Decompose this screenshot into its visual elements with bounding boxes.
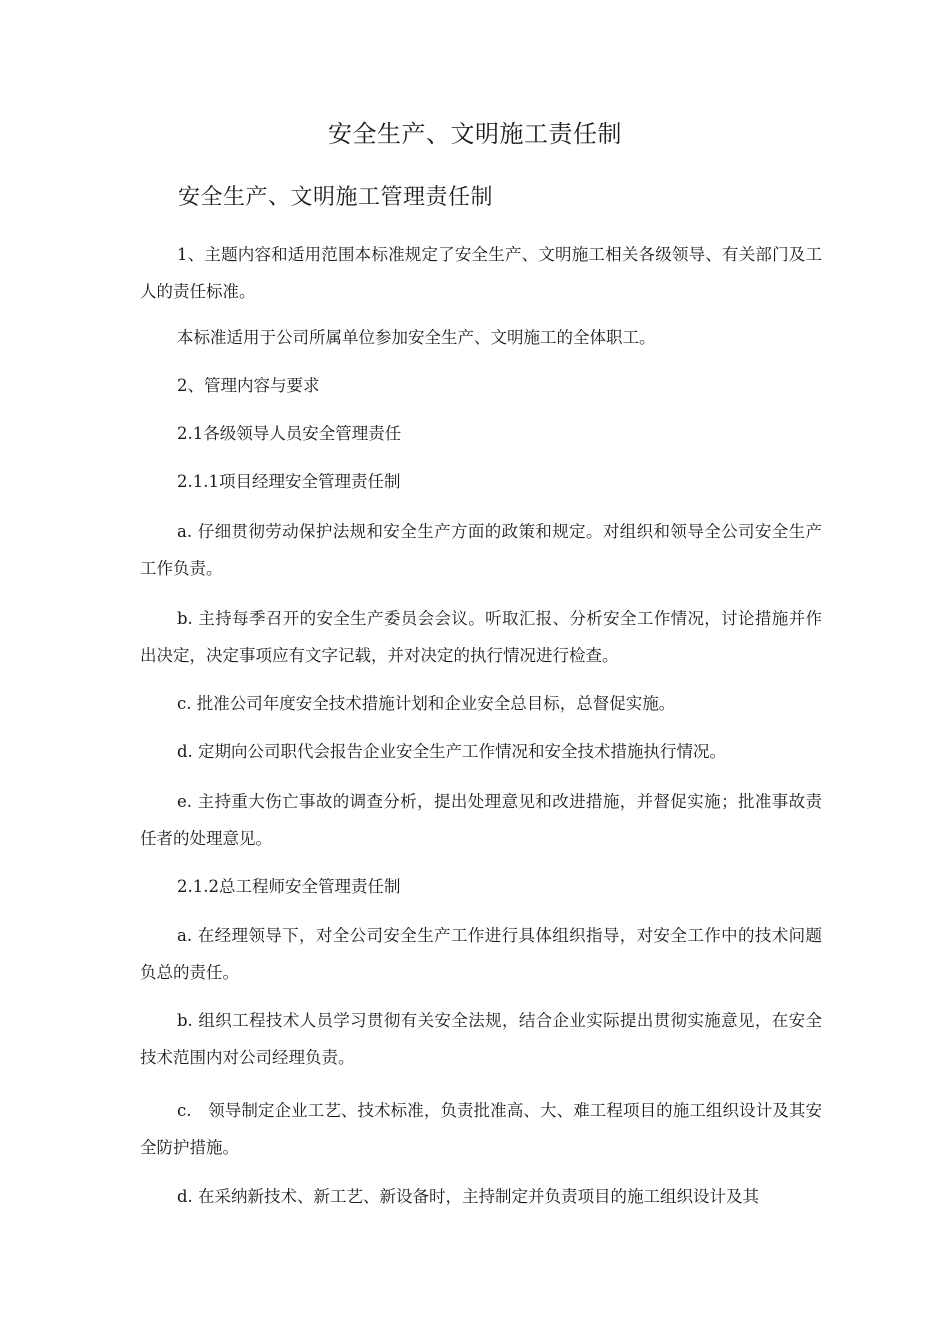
list-item: b. 主持每季召开的安全生产委员会会议。听取汇报、分析安全工作情况，讨论措施并作出决定，决定事项应有文字记载，并对决定的执行情况进行检查。 xyxy=(140,609,822,665)
section-heading-project-manager: 2.1.1项目经理安全管理责任制 xyxy=(177,472,401,491)
section-heading-leaders: 2.1各级领导人员安全管理责任 xyxy=(177,424,402,443)
list-item: b. 组织工程技术人员学习贯彻有关安全法规，结合企业实际提出贯彻实施意见，在安全技术范围内对公司经理负责。 xyxy=(140,1011,822,1067)
list-item: a. 仔细贯彻劳动保护法规和安全生产方面的政策和规定。对组织和领导全公司安全生产工作负责。 xyxy=(140,522,822,578)
list-item: c. 领导制定企业工艺、技术标准，负责批准高、大、难工程项目的施工组织设计及其安全防护措施。 xyxy=(140,1101,822,1157)
section-heading-management: 2、管理内容与要求 xyxy=(177,376,320,395)
list-item: a. 在经理领导下，对全公司安全生产工作进行具体组织指导，对安全工作中的技术问题负总的责任。 xyxy=(140,926,822,982)
section-heading-chief-engineer: 2.1.2总工程师安全管理责任制 xyxy=(177,877,401,896)
list-item: e. 主持重大伤亡事故的调查分析，提出处理意见和改进措施，并督促实施；批准事故责任者的处理意见。 xyxy=(140,792,822,848)
paragraph-applicability: 本标准适用于公司所属单位参加安全生产、文明施工的全体职工。 xyxy=(177,328,656,347)
document-title: 安全生产、文明施工责任制 xyxy=(328,120,622,148)
list-item: d. 定期向公司职代会报告企业安全生产工作情况和安全技术措施执行情况。 xyxy=(177,742,727,761)
list-item: d. 在采纳新技术、新工艺、新设备时，主持制定并负责项目的施工组织设计及其 xyxy=(177,1187,760,1206)
list-item: c. 批准公司年度安全技术措施计划和企业安全总目标，总督促实施。 xyxy=(177,694,676,713)
document-subtitle: 安全生产、文明施工管理责任制 xyxy=(178,185,494,210)
paragraph-scope: 1、主题内容和适用范围本标准规定了安全生产、文明施工相关各级领导、有关部门及工人的责任标准。 xyxy=(140,245,822,301)
